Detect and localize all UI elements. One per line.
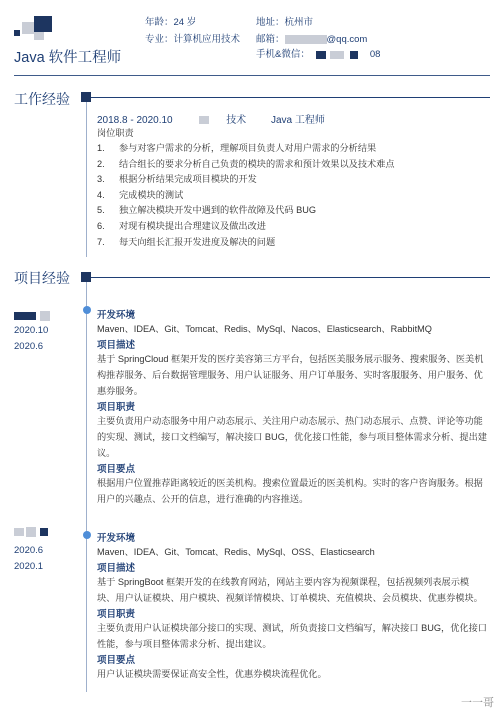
- key-title: 项目要点: [97, 464, 136, 475]
- timeline-dot: [83, 306, 91, 314]
- env-title: 开发环境: [97, 310, 136, 321]
- section-title-projects: 项目经验: [14, 270, 70, 286]
- project-2-start: 2020.6: [14, 545, 44, 556]
- section-marker-icon: [81, 272, 91, 282]
- work-timeline-line: [86, 102, 87, 257]
- env-text: Maven、IDEA、Git、Tomcat、Redis、MySql、OSS、Elasticsearch: [97, 547, 375, 557]
- duty-text: 主要负责用户动态服务中用户动态展示、关注用户动态展示、热门动态展示、点赞、评论等功能的实现、测试，接口文档编写，解决接口 BUG，优化接口性能，参与项目整体需求分析、提出建议。: [97, 416, 487, 458]
- desc-title: 项目描述: [97, 563, 136, 574]
- duties-title: 岗位职责: [97, 128, 134, 138]
- section-line-work: [91, 97, 490, 98]
- list-item: 4. 完成模块的测试: [97, 189, 184, 200]
- projects-timeline-line: [86, 282, 87, 692]
- list-item: 3. 根据分析结果完成项目模块的开发: [97, 174, 257, 185]
- list-item: 2. 结合组长的要求分析自己负责的模块的需求和预计效果以及技术难点: [97, 158, 395, 169]
- key-title: 项目要点: [97, 655, 136, 666]
- position-title: Java 工程师: [270, 115, 325, 126]
- project-1-company-redacted: [14, 311, 64, 321]
- email-field: 邮箱： @qq.com: [256, 34, 368, 45]
- duty-title: 项目职责: [97, 402, 136, 413]
- major-field: 专业：计算机应用技术: [145, 34, 241, 45]
- project-2-end: 2020.1: [14, 561, 44, 572]
- project-1-start: 2020.10: [14, 325, 49, 336]
- age-field: 年龄：24 岁: [145, 17, 197, 28]
- env-text: Maven、IDEA、Git、Tomcat、Redis、MySql、Nacos、Elasticsearch、RabbitMQ: [97, 324, 432, 334]
- section-marker-icon: [81, 92, 91, 102]
- desc-text: 基于 SpringBoot 框架开发的在线教育网站，网站主要内容为视频课程，包括视频列表展示模块、用户认证模块、用户模块、视频详情模块、订单模块、充值模块、会员模块、优惠券模块。: [97, 577, 483, 603]
- env-title: 开发环境: [97, 533, 136, 544]
- duty-text: 主要负责用户认证模块部分接口的实现、测试，所负责接口文档编写，解决接口 BUG，优化接口性能，参与项目整体需求分析、提出建议。: [97, 623, 487, 649]
- section-title-work: 工作经验: [14, 91, 70, 107]
- section-line-projects: [91, 277, 490, 278]
- work-header-row: [97, 111, 477, 126]
- address-field: 地址：杭州市: [256, 17, 314, 28]
- duty-title: 项目职责: [97, 609, 136, 620]
- duties-list: [97, 141, 487, 250]
- project-2-company-redacted: [14, 527, 64, 537]
- avatar-logo: [14, 14, 54, 46]
- timeline-dot: [83, 531, 91, 539]
- project-1-end: 2020.6: [14, 341, 44, 352]
- list-item: 1. 参与对客户需求的分析，理解项目负责人对用户需求的分析结果: [97, 143, 377, 153]
- project-1-body: [97, 307, 492, 507]
- company-suffix: 技术: [226, 115, 247, 126]
- key-text: 用户认证模块需要保证高安全性，优惠券模块流程优化。: [97, 669, 327, 679]
- desc-text: 基于 SpringCloud 框架开发的医疗美容第三方平台，包括医美服务展示服务、搜索服务、医美机构推荐服务、后台数据管理服务、用户认证服务、用户订单服务、实时客服服务、用户服务、优惠券服务。: [97, 354, 484, 396]
- project-2-body: [97, 530, 492, 682]
- work-period: 2018.8 - 2020.10: [97, 115, 173, 126]
- list-item: 7. 每天向组长汇报开发进度及解决的问题: [97, 236, 276, 247]
- candidate-name: Java 软件工程师: [14, 50, 122, 66]
- header-divider: [14, 75, 490, 76]
- company-redacted: [199, 116, 209, 124]
- watermark: 一一哥: [461, 697, 494, 709]
- list-item: 5. 独立解决模块开发中遇到的软件故障及代码 BUG: [97, 205, 317, 216]
- key-text: 根据用户位置推荐距离较近的医美机构。搜索位置最近的医美机构。实时的客户咨询服务。根据用户的兴趣点、公开的信息，进行准确的内容推送。: [97, 478, 483, 504]
- desc-title: 项目描述: [97, 340, 136, 351]
- list-item: 6. 对现有模块提出合理建议及做出改进: [97, 220, 266, 231]
- phone-field: 手机&微信： 08: [256, 49, 381, 60]
